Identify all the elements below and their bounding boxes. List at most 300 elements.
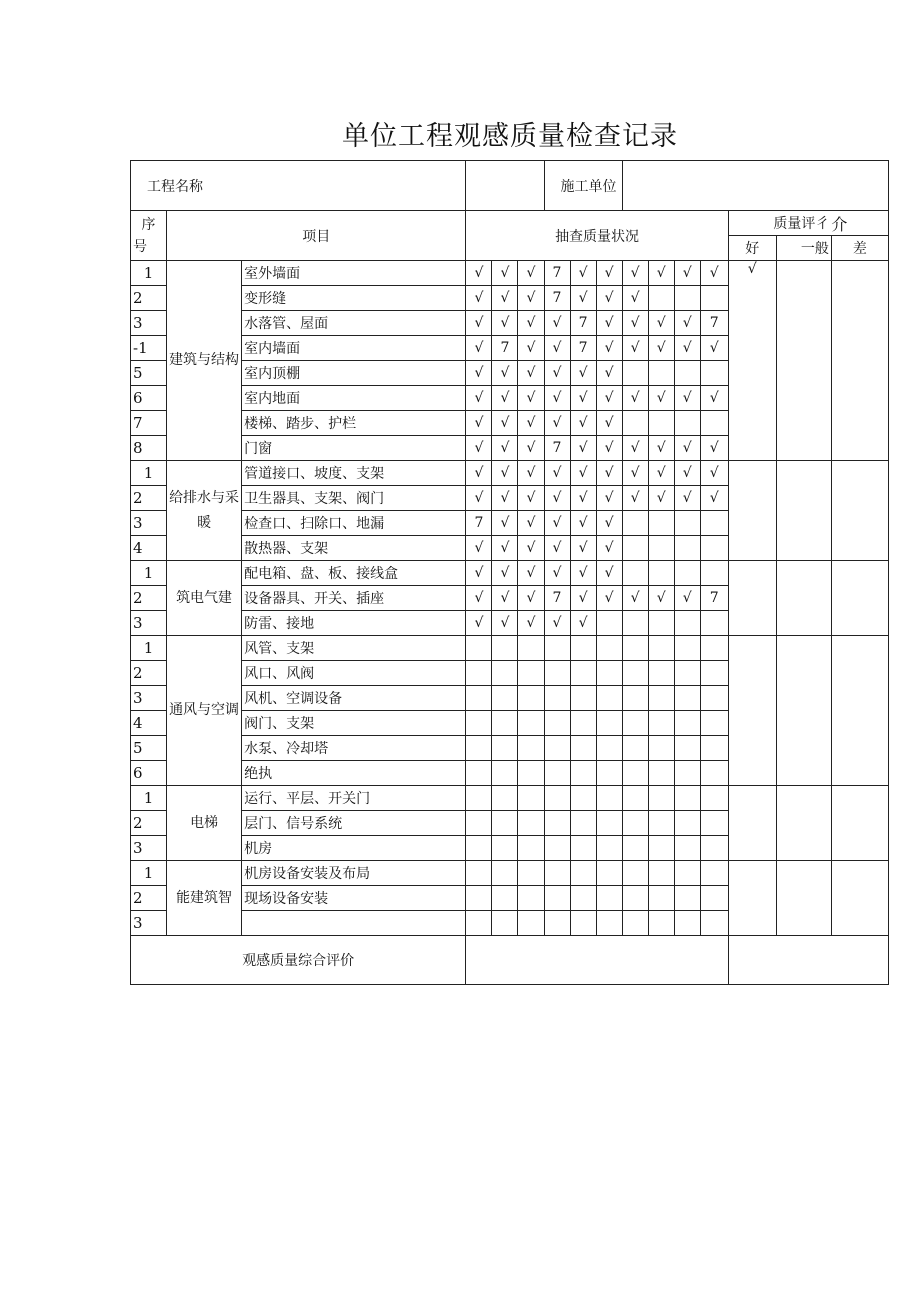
eval-good-cell[interactable] [728, 461, 776, 561]
check-mark-cell[interactable] [648, 786, 674, 811]
category-cell: 建筑与结构 [167, 261, 242, 461]
check-mark-cell[interactable] [674, 911, 700, 936]
check-mark-cell[interactable] [700, 636, 728, 661]
check-mark-cell[interactable]: √ [648, 386, 674, 411]
check-mark-cell[interactable] [466, 761, 492, 786]
check-mark-cell[interactable]: √ [518, 261, 544, 286]
check-mark-cell[interactable]: √ [518, 461, 544, 486]
check-mark-cell[interactable] [518, 836, 544, 861]
check-mark-cell[interactable] [648, 286, 674, 311]
check-mark-cell[interactable]: √ [596, 386, 622, 411]
check-mark-cell[interactable]: 7 [492, 336, 518, 361]
check-mark-cell[interactable]: √ [544, 386, 570, 411]
check-mark-cell[interactable]: √ [648, 586, 674, 611]
check-mark-cell[interactable]: √ [518, 411, 544, 436]
check-mark-cell[interactable] [622, 511, 648, 536]
check-mark-cell[interactable] [674, 711, 700, 736]
header-row-columns [131, 211, 889, 236]
row-seq: 2 [131, 286, 167, 311]
check-mark-cell[interactable]: √ [596, 311, 622, 336]
check-mark-cell[interactable] [492, 711, 518, 736]
check-mark-cell[interactable] [674, 536, 700, 561]
check-mark-cell[interactable] [700, 711, 728, 736]
check-mark-cell[interactable]: √ [518, 386, 544, 411]
check-mark-cell[interactable] [622, 636, 648, 661]
check-mark-cell[interactable] [518, 711, 544, 736]
check-mark-cell[interactable] [674, 411, 700, 436]
check-mark-cell[interactable] [544, 886, 570, 911]
check-mark-cell[interactable]: √ [700, 386, 728, 411]
check-mark-cell[interactable] [622, 786, 648, 811]
check-mark-cell[interactable] [544, 736, 570, 761]
check-mark-cell[interactable] [622, 561, 648, 586]
check-mark-cell[interactable]: √ [596, 586, 622, 611]
check-mark-cell[interactable]: √ [492, 286, 518, 311]
check-mark-cell[interactable] [648, 761, 674, 786]
check-mark-cell[interactable]: √ [492, 561, 518, 586]
eval-normal-cell[interactable] [776, 861, 831, 936]
check-mark-cell[interactable]: 7 [544, 586, 570, 611]
check-mark-cell[interactable]: 7 [700, 586, 728, 611]
check-mark-cell[interactable]: √ [544, 611, 570, 636]
check-mark-cell[interactable]: √ [492, 586, 518, 611]
check-mark-cell[interactable]: √ [518, 436, 544, 461]
contractor-value[interactable] [622, 161, 888, 211]
check-mark-cell[interactable]: √ [570, 611, 596, 636]
check-mark-cell[interactable]: √ [518, 486, 544, 511]
check-mark-cell[interactable]: √ [466, 536, 492, 561]
check-mark-cell[interactable]: √ [466, 486, 492, 511]
check-mark-cell[interactable] [648, 736, 674, 761]
check-mark-cell[interactable] [466, 711, 492, 736]
eval-poor-cell[interactable] [831, 636, 888, 786]
check-mark-cell[interactable] [596, 911, 622, 936]
check-mark-cell[interactable] [518, 686, 544, 711]
check-mark-cell[interactable] [622, 536, 648, 561]
eval-poor-cell[interactable] [831, 786, 888, 861]
check-mark-cell[interactable] [674, 636, 700, 661]
check-mark-cell[interactable]: √ [492, 511, 518, 536]
check-mark-cell[interactable] [570, 661, 596, 686]
check-mark-cell[interactable] [570, 711, 596, 736]
check-mark-cell[interactable]: √ [570, 486, 596, 511]
check-mark-cell[interactable] [648, 511, 674, 536]
check-mark-cell[interactable] [596, 811, 622, 836]
check-mark-cell[interactable]: √ [622, 486, 648, 511]
eval-normal-cell[interactable] [776, 461, 831, 561]
check-mark-cell[interactable] [674, 861, 700, 886]
project-name-value[interactable] [466, 161, 544, 211]
check-mark-cell[interactable]: √ [570, 511, 596, 536]
check-mark-cell[interactable] [466, 836, 492, 861]
check-mark-cell[interactable] [544, 861, 570, 886]
check-mark-cell[interactable] [622, 836, 648, 861]
check-mark-cell[interactable]: √ [648, 336, 674, 361]
check-mark-cell[interactable]: √ [674, 461, 700, 486]
check-mark-cell[interactable] [544, 711, 570, 736]
check-mark-cell[interactable]: √ [622, 261, 648, 286]
check-mark-cell[interactable]: √ [674, 386, 700, 411]
check-mark-cell[interactable]: √ [492, 536, 518, 561]
check-mark-cell[interactable] [518, 911, 544, 936]
check-mark-cell[interactable]: √ [700, 336, 728, 361]
check-mark-cell[interactable]: √ [466, 311, 492, 336]
check-mark-cell[interactable] [622, 411, 648, 436]
check-mark-cell[interactable]: √ [544, 561, 570, 586]
check-mark-cell[interactable] [596, 661, 622, 686]
check-mark-cell[interactable] [518, 786, 544, 811]
check-mark-cell[interactable]: √ [518, 286, 544, 311]
check-mark-cell[interactable] [466, 686, 492, 711]
check-mark-cell[interactable] [570, 836, 596, 861]
check-mark-cell[interactable] [622, 761, 648, 786]
check-mark-cell[interactable]: √ [466, 411, 492, 436]
check-mark-cell[interactable] [674, 661, 700, 686]
check-mark-cell[interactable] [648, 661, 674, 686]
check-mark-cell[interactable]: 7 [700, 311, 728, 336]
check-mark-cell[interactable] [700, 836, 728, 861]
check-mark-cell[interactable]: √ [518, 336, 544, 361]
check-mark-cell[interactable] [700, 861, 728, 886]
check-mark-cell[interactable] [570, 686, 596, 711]
check-mark-cell[interactable] [622, 361, 648, 386]
check-mark-cell[interactable] [492, 686, 518, 711]
check-mark-cell[interactable]: √ [700, 461, 728, 486]
check-mark-cell[interactable] [674, 886, 700, 911]
check-mark-cell[interactable] [648, 561, 674, 586]
check-mark-cell[interactable] [544, 686, 570, 711]
check-mark-cell[interactable] [518, 811, 544, 836]
check-mark-cell[interactable] [596, 611, 622, 636]
check-mark-cell[interactable]: √ [648, 261, 674, 286]
check-mark-cell[interactable] [648, 711, 674, 736]
check-mark-cell[interactable]: √ [674, 261, 700, 286]
check-mark-cell[interactable] [674, 561, 700, 586]
check-mark-cell[interactable]: √ [466, 461, 492, 486]
check-mark-cell[interactable] [492, 811, 518, 836]
check-mark-cell[interactable] [674, 761, 700, 786]
check-mark-cell[interactable]: √ [518, 586, 544, 611]
check-mark-cell[interactable]: √ [466, 436, 492, 461]
check-mark-cell[interactable]: √ [596, 536, 622, 561]
check-mark-cell[interactable] [622, 886, 648, 911]
check-mark-cell[interactable]: √ [570, 261, 596, 286]
check-mark-cell[interactable] [570, 811, 596, 836]
check-mark-cell[interactable]: √ [570, 436, 596, 461]
check-mark-cell[interactable]: √ [570, 286, 596, 311]
eval-good-cell[interactable] [728, 786, 776, 861]
check-mark-cell[interactable] [596, 836, 622, 861]
check-mark-cell[interactable] [674, 611, 700, 636]
eval-good-cell[interactable] [728, 636, 776, 786]
check-mark-cell[interactable] [700, 511, 728, 536]
check-mark-cell[interactable] [674, 286, 700, 311]
check-mark-cell[interactable] [674, 811, 700, 836]
check-mark-cell[interactable]: √ [570, 536, 596, 561]
check-mark-cell[interactable]: √ [596, 486, 622, 511]
check-mark-cell[interactable]: √ [700, 436, 728, 461]
check-mark-cell[interactable] [648, 686, 674, 711]
check-mark-cell[interactable] [648, 636, 674, 661]
check-mark-cell[interactable] [622, 686, 648, 711]
check-mark-cell[interactable]: √ [648, 436, 674, 461]
check-mark-cell[interactable] [466, 811, 492, 836]
table-row [131, 261, 889, 286]
eval-poor-cell[interactable] [831, 861, 888, 936]
check-mark-cell[interactable]: √ [466, 611, 492, 636]
check-mark-cell[interactable] [518, 761, 544, 786]
check-mark-cell[interactable]: √ [570, 561, 596, 586]
check-mark-cell[interactable]: √ [700, 486, 728, 511]
check-mark-cell[interactable]: √ [570, 586, 596, 611]
check-mark-cell[interactable] [596, 686, 622, 711]
check-mark-cell[interactable]: √ [622, 436, 648, 461]
check-mark-cell[interactable] [622, 811, 648, 836]
check-mark-cell[interactable] [700, 411, 728, 436]
check-mark-cell[interactable]: √ [466, 261, 492, 286]
check-mark-cell[interactable]: 7 [466, 511, 492, 536]
check-mark-cell[interactable]: √ [596, 511, 622, 536]
check-mark-cell[interactable]: 7 [544, 261, 570, 286]
check-mark-cell[interactable]: 7 [544, 286, 570, 311]
check-mark-cell[interactable] [596, 761, 622, 786]
check-mark-cell[interactable]: √ [492, 361, 518, 386]
check-mark-cell[interactable] [622, 911, 648, 936]
check-mark-cell[interactable]: √ [544, 311, 570, 336]
eval-good-cell[interactable] [728, 561, 776, 636]
check-mark-cell[interactable]: 7 [570, 311, 596, 336]
check-mark-cell[interactable]: √ [674, 436, 700, 461]
check-mark-cell[interactable] [622, 736, 648, 761]
check-mark-cell[interactable] [648, 411, 674, 436]
check-mark-cell[interactable] [648, 536, 674, 561]
check-mark-cell[interactable] [492, 761, 518, 786]
check-mark-cell[interactable]: √ [622, 311, 648, 336]
check-mark-cell[interactable]: √ [596, 561, 622, 586]
check-mark-cell[interactable] [570, 786, 596, 811]
check-mark-cell[interactable]: √ [518, 561, 544, 586]
check-mark-cell[interactable] [492, 786, 518, 811]
check-mark-cell[interactable] [674, 786, 700, 811]
eval-normal-cell[interactable] [776, 261, 831, 461]
check-mark-cell[interactable]: √ [544, 536, 570, 561]
check-mark-cell[interactable]: √ [518, 536, 544, 561]
check-mark-cell[interactable] [674, 361, 700, 386]
check-mark-cell[interactable]: √ [492, 311, 518, 336]
check-mark-cell[interactable] [544, 811, 570, 836]
row-seq: 1 [131, 261, 167, 286]
check-mark-cell[interactable]: √ [622, 336, 648, 361]
check-mark-cell[interactable]: √ [544, 486, 570, 511]
check-mark-cell[interactable]: √ [518, 361, 544, 386]
check-mark-cell[interactable] [700, 536, 728, 561]
check-mark-cell[interactable] [700, 686, 728, 711]
check-mark-cell[interactable] [596, 636, 622, 661]
check-mark-cell[interactable]: √ [648, 461, 674, 486]
check-mark-cell[interactable] [648, 886, 674, 911]
check-mark-cell[interactable] [518, 886, 544, 911]
check-mark-cell[interactable] [518, 661, 544, 686]
check-mark-cell[interactable]: √ [466, 586, 492, 611]
check-mark-cell[interactable] [674, 836, 700, 861]
check-mark-cell[interactable] [648, 836, 674, 861]
check-mark-cell[interactable]: √ [492, 386, 518, 411]
check-mark-cell[interactable] [622, 711, 648, 736]
check-mark-cell[interactable] [544, 836, 570, 861]
check-mark-cell[interactable]: √ [544, 461, 570, 486]
check-mark-cell[interactable]: √ [674, 311, 700, 336]
check-mark-cell[interactable] [622, 611, 648, 636]
check-mark-cell[interactable] [544, 661, 570, 686]
check-mark-cell[interactable] [700, 786, 728, 811]
check-mark-cell[interactable]: √ [596, 411, 622, 436]
check-mark-cell[interactable]: √ [466, 361, 492, 386]
check-mark-cell[interactable]: √ [622, 286, 648, 311]
check-mark-cell[interactable]: √ [674, 486, 700, 511]
check-mark-cell[interactable] [700, 361, 728, 386]
eval-good-cell[interactable] [728, 861, 776, 936]
check-mark-cell[interactable] [492, 661, 518, 686]
check-mark-cell[interactable]: √ [466, 336, 492, 361]
check-mark-cell[interactable] [622, 661, 648, 686]
check-mark-cell[interactable]: √ [492, 611, 518, 636]
check-mark-cell[interactable]: √ [570, 411, 596, 436]
check-mark-cell[interactable] [492, 911, 518, 936]
check-mark-cell[interactable] [570, 911, 596, 936]
check-mark-cell[interactable]: √ [492, 461, 518, 486]
check-mark-cell[interactable]: √ [544, 361, 570, 386]
check-mark-cell[interactable]: √ [492, 411, 518, 436]
check-mark-cell[interactable] [544, 636, 570, 661]
eval-poor-cell[interactable] [831, 261, 888, 461]
check-mark-cell[interactable] [466, 636, 492, 661]
check-mark-cell[interactable] [570, 861, 596, 886]
check-mark-cell[interactable]: √ [596, 436, 622, 461]
check-mark-cell[interactable]: √ [674, 336, 700, 361]
check-mark-cell[interactable] [596, 886, 622, 911]
check-mark-cell[interactable]: √ [544, 336, 570, 361]
check-mark-cell[interactable] [466, 736, 492, 761]
check-mark-cell[interactable] [466, 661, 492, 686]
check-mark-cell[interactable] [544, 761, 570, 786]
check-mark-cell[interactable]: √ [518, 511, 544, 536]
summary-value[interactable] [466, 936, 728, 985]
check-mark-cell[interactable] [544, 911, 570, 936]
check-mark-cell[interactable]: 7 [544, 436, 570, 461]
check-mark-cell[interactable] [700, 736, 728, 761]
check-mark-cell[interactable] [700, 886, 728, 911]
check-mark-cell[interactable] [674, 736, 700, 761]
check-mark-cell[interactable] [544, 786, 570, 811]
check-mark-cell[interactable] [596, 861, 622, 886]
check-mark-cell[interactable] [700, 761, 728, 786]
check-mark-cell[interactable]: √ [492, 261, 518, 286]
check-mark-cell[interactable]: √ [492, 486, 518, 511]
check-mark-cell[interactable] [518, 861, 544, 886]
row-item: 风机、空调设备 [242, 686, 466, 711]
check-mark-cell[interactable] [674, 686, 700, 711]
check-mark-cell[interactable] [570, 761, 596, 786]
check-mark-cell[interactable]: √ [596, 336, 622, 361]
eval-poor-cell[interactable] [831, 461, 888, 561]
check-mark-cell[interactable]: √ [622, 386, 648, 411]
check-mark-cell[interactable] [700, 811, 728, 836]
check-mark-cell[interactable]: √ [544, 511, 570, 536]
check-mark-cell[interactable] [648, 611, 674, 636]
check-mark-cell[interactable] [466, 886, 492, 911]
check-mark-cell[interactable] [466, 786, 492, 811]
check-mark-cell[interactable] [570, 886, 596, 911]
check-mark-cell[interactable] [700, 286, 728, 311]
check-mark-cell[interactable]: √ [596, 361, 622, 386]
check-mark-cell[interactable]: √ [648, 486, 674, 511]
check-mark-cell[interactable]: √ [622, 586, 648, 611]
row-seq: 2 [131, 486, 167, 511]
check-mark-cell[interactable] [570, 636, 596, 661]
check-mark-cell[interactable]: √ [570, 361, 596, 386]
check-mark-cell[interactable]: √ [466, 286, 492, 311]
check-mark-cell[interactable] [492, 636, 518, 661]
check-mark-cell[interactable]: √ [518, 611, 544, 636]
check-mark-cell[interactable]: 7 [570, 336, 596, 361]
check-mark-cell[interactable]: √ [674, 586, 700, 611]
eval-normal-cell[interactable] [776, 786, 831, 861]
check-mark-cell[interactable] [518, 636, 544, 661]
check-mark-cell[interactable]: √ [596, 461, 622, 486]
check-mark-cell[interactable] [596, 711, 622, 736]
check-mark-cell[interactable]: √ [518, 311, 544, 336]
check-mark-cell[interactable] [596, 786, 622, 811]
check-mark-cell[interactable]: √ [544, 411, 570, 436]
check-mark-cell[interactable] [492, 736, 518, 761]
check-mark-cell[interactable]: √ [570, 386, 596, 411]
check-mark-cell[interactable]: √ [596, 261, 622, 286]
eval-poor-cell[interactable] [831, 561, 888, 636]
check-mark-cell[interactable] [648, 911, 674, 936]
check-mark-cell[interactable]: √ [492, 436, 518, 461]
check-mark-cell[interactable] [700, 611, 728, 636]
check-mark-cell[interactable]: √ [570, 461, 596, 486]
check-mark-cell[interactable]: √ [700, 261, 728, 286]
check-mark-cell[interactable] [596, 736, 622, 761]
check-mark-cell[interactable] [674, 511, 700, 536]
check-mark-cell[interactable]: √ [466, 561, 492, 586]
check-mark-cell[interactable] [648, 861, 674, 886]
check-mark-cell[interactable] [700, 911, 728, 936]
eval-good-cell[interactable]: √ [728, 261, 776, 461]
check-mark-cell[interactable] [466, 911, 492, 936]
check-mark-cell[interactable] [648, 361, 674, 386]
check-mark-cell[interactable] [466, 861, 492, 886]
eval-normal-cell[interactable] [776, 636, 831, 786]
check-mark-cell[interactable] [648, 811, 674, 836]
check-mark-cell[interactable] [518, 736, 544, 761]
check-mark-cell[interactable] [570, 736, 596, 761]
check-mark-cell[interactable]: √ [622, 461, 648, 486]
check-mark-cell[interactable] [700, 561, 728, 586]
row-item: 配电箱、盘、板、接线盒 [242, 561, 466, 586]
check-mark-cell[interactable] [492, 861, 518, 886]
check-mark-cell[interactable] [492, 886, 518, 911]
summary-eval[interactable] [728, 936, 888, 985]
check-mark-cell[interactable] [700, 661, 728, 686]
check-mark-cell[interactable] [622, 861, 648, 886]
check-mark-cell[interactable]: √ [466, 386, 492, 411]
eval-normal-cell[interactable] [776, 561, 831, 636]
check-mark-cell[interactable]: √ [596, 286, 622, 311]
check-mark-cell[interactable]: √ [648, 311, 674, 336]
check-mark-cell[interactable] [492, 836, 518, 861]
